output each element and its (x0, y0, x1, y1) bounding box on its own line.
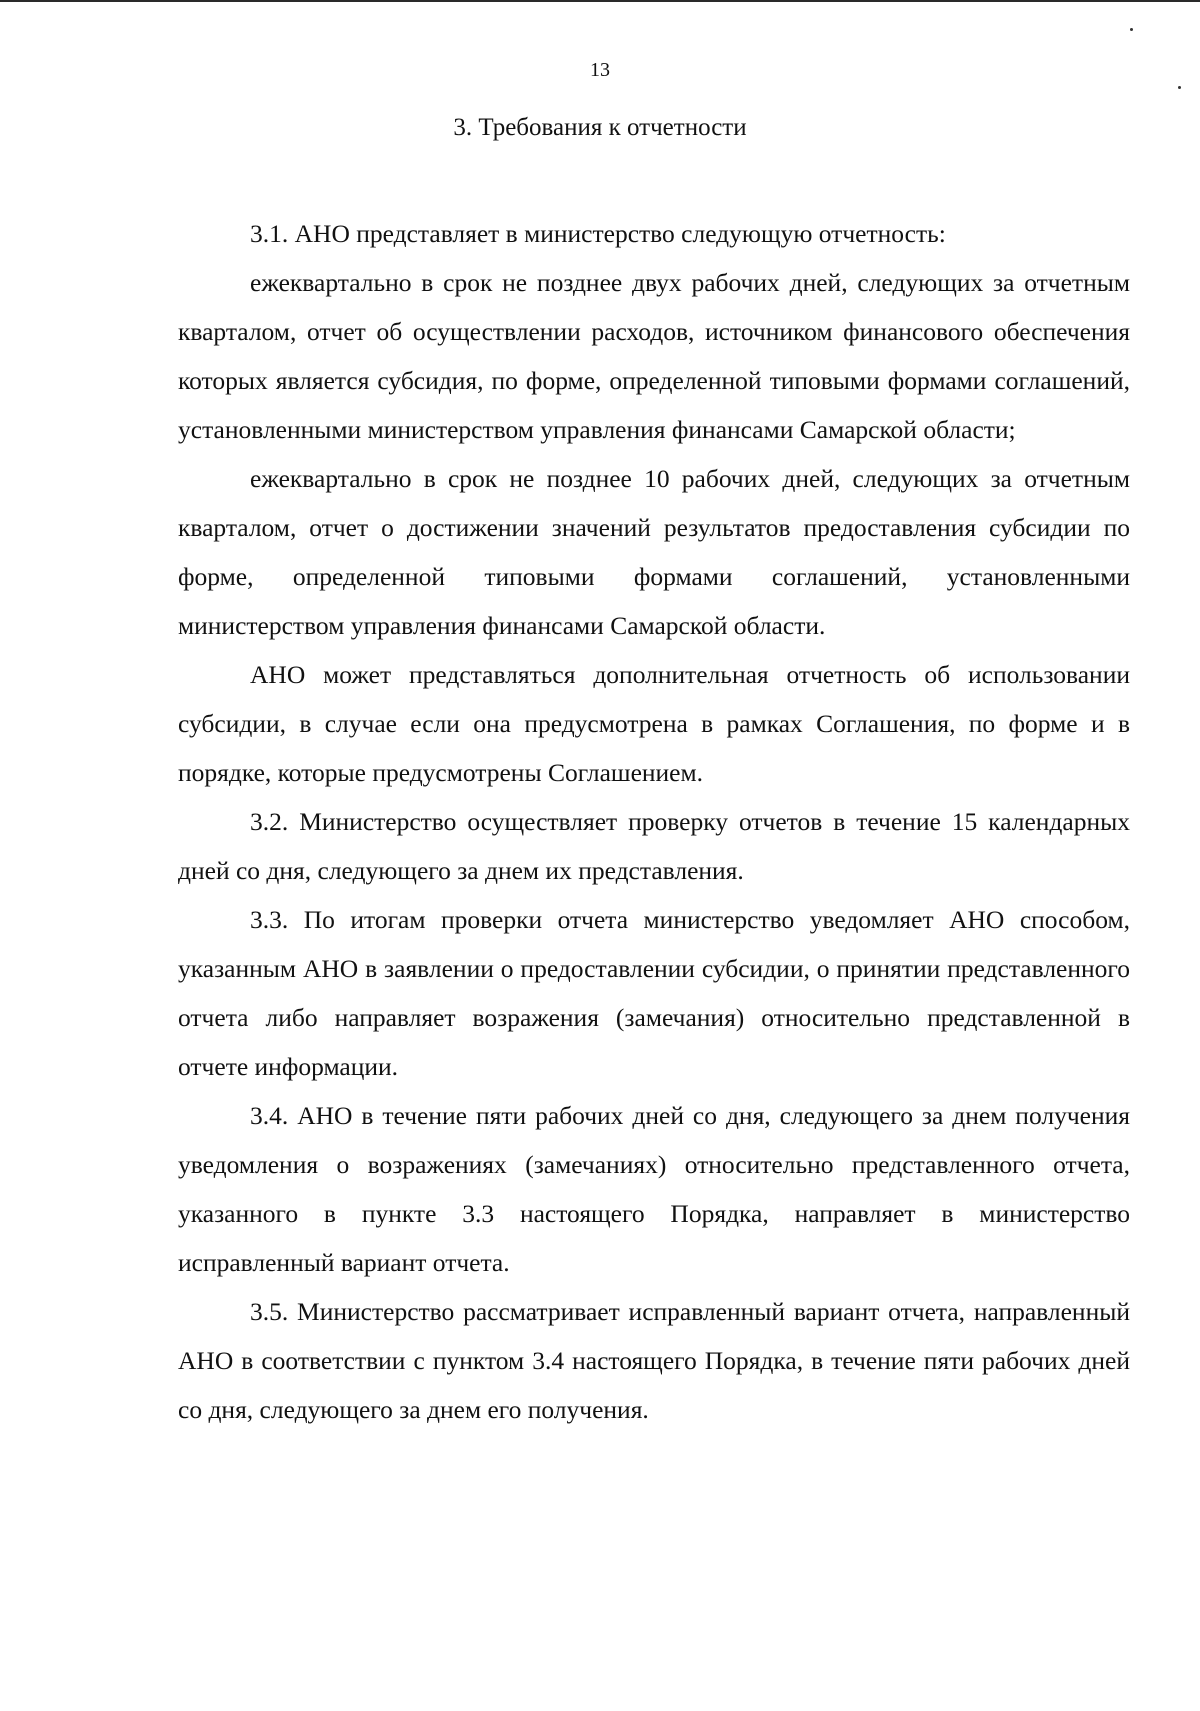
paragraph-quarterly-expense-report: ежеквартально в срок не позднее двух рабочих дней, следующих за отчетным кварталом, отчет об осуществлении расходов, источником финансового обеспечения которых является субсидия, по форме, определенной типовыми формами соглашений, установленными министерством управления финансами Самарской области; (178, 268, 1130, 444)
paragraph-3-5: 3.5. Министерство рассматривает исправленный вариант отчета, направленный АНО в соответствии с пунктом 3.4 настоящего Порядка, в течение пяти рабочих дней со дня, следующего за днем его получения. (178, 1297, 1130, 1424)
paragraph-3-2: 3.2. Министерство осуществляет проверку отчетов в течение 15 календарных дней со дня, следующего за днем их представления. (178, 807, 1130, 885)
paragraph-additional-reporting: АНО может представляться дополнительная отчетность об использовании субсидии, в случае если она предусмотрена в рамках Соглашения, по форме и в порядке, которые предусмотрены Соглашением. (178, 660, 1130, 787)
paragraph-3-4: 3.4. АНО в течение пяти рабочих дней со дня, следующего за днем получения уведомления о возражениях (замечаниях) относительно представленного отчета, указанного в пункте 3.3 настоящего Порядка, направляет в министерство исправленный вариант отчета. (178, 1101, 1130, 1277)
scan-speck (1130, 28, 1133, 31)
page-number: 13 (590, 59, 610, 81)
paragraph-3-3: 3.3. По итогам проверки отчета министерство уведомляет АНО способом, указанным АНО в заявлении о предоставлении субсидии, о принятии представленного отчета либо направляет возражения (замечания) относительно представленной в отчете информации. (178, 905, 1130, 1081)
document-body (178, 209, 1130, 1434)
paragraph-quarterly-results-report: ежеквартально в срок не позднее 10 рабочих дней, следующих за отчетным кварталом, отчет о достижении значений результатов предоставления субсидии по форме, определенной типовыми формами соглашений, установленными министерством управления финансами Самарской области. (178, 464, 1130, 640)
paragraph-3-1: 3.1. АНО представляет в министерство следующую отчетность: (250, 219, 946, 248)
section-title: 3. Требования к отчетности (453, 114, 747, 141)
scan-top-edge (0, 0, 1200, 2)
scan-speck (1178, 86, 1181, 89)
